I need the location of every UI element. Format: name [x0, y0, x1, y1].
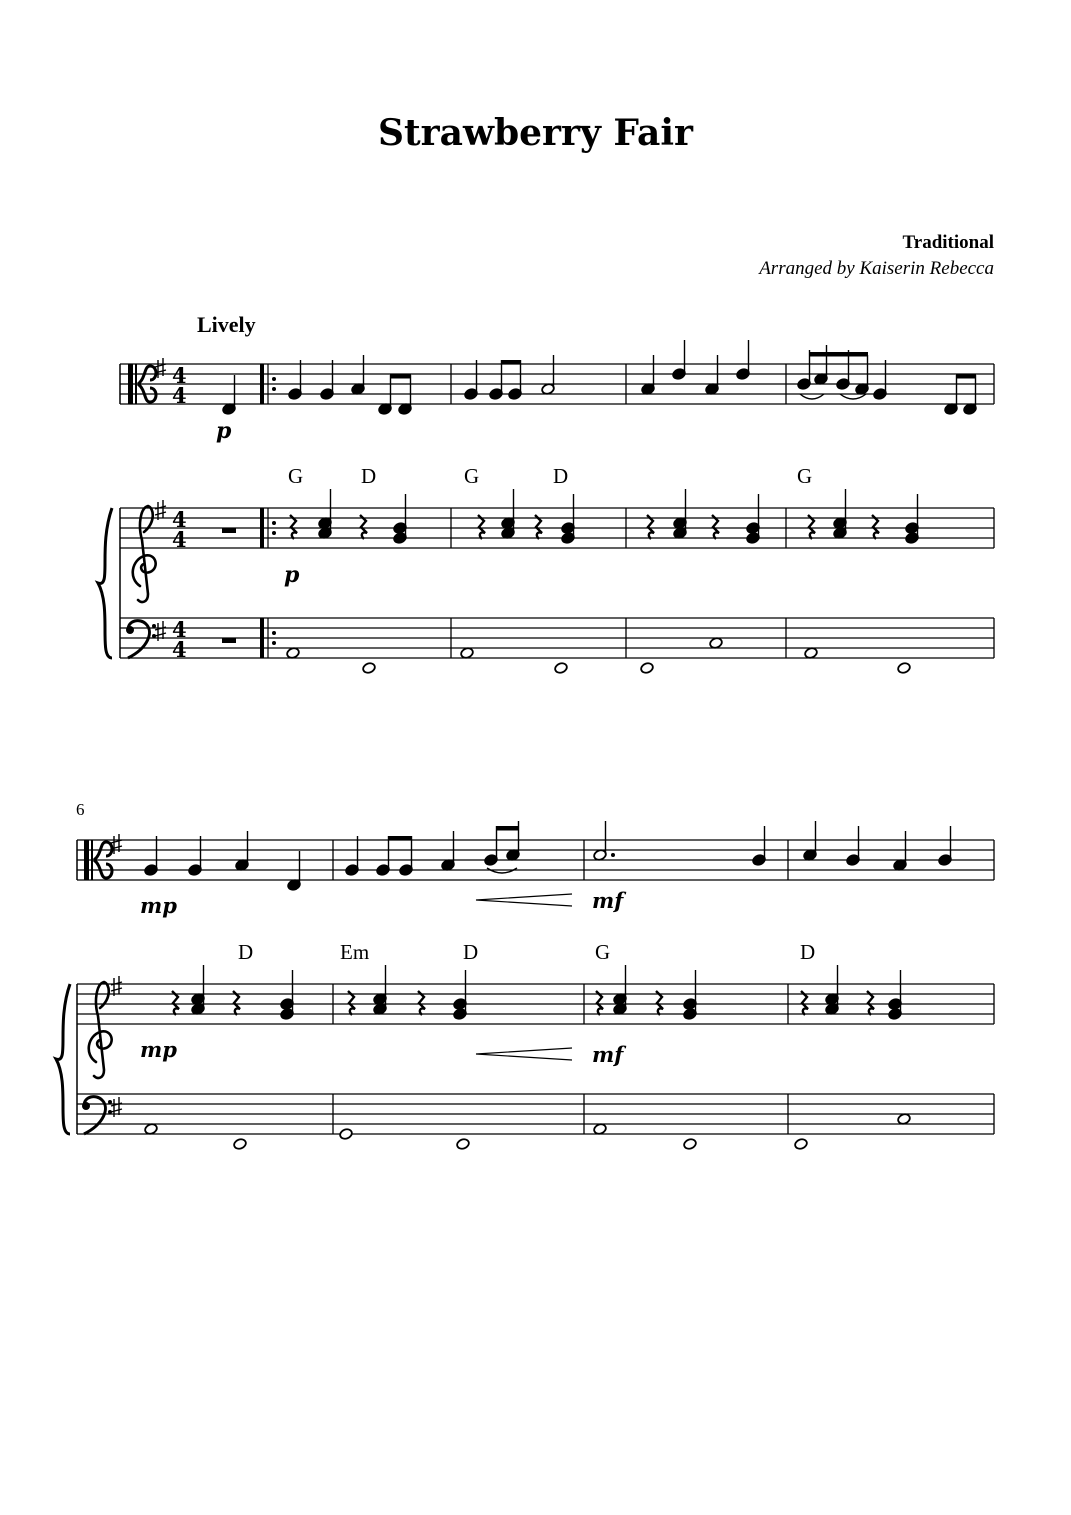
- bass-clef: [126, 621, 156, 658]
- augmentation-dot: [611, 853, 615, 857]
- notehead: [897, 1113, 911, 1126]
- crescendo-hairpin: [476, 1048, 572, 1060]
- chord-symbol: D: [463, 940, 479, 964]
- measure-number: 6: [76, 800, 85, 819]
- repeat-dot: [272, 531, 276, 535]
- repeat-dot: [272, 631, 276, 635]
- tempo-marking: Lively: [197, 312, 256, 337]
- dynamic-marking: mf: [592, 888, 624, 913]
- chord-symbol: D: [800, 940, 816, 964]
- brace: [56, 984, 70, 1134]
- chord-symbol: D: [361, 464, 377, 488]
- notehead: [362, 662, 376, 675]
- repeat-dot: [272, 521, 276, 525]
- repeat-dot: [272, 641, 276, 645]
- notehead: [456, 1138, 470, 1151]
- multibar-rest: [222, 638, 236, 643]
- beam: [388, 836, 412, 841]
- time-signature: 4: [172, 637, 187, 662]
- notehead: [593, 1123, 607, 1136]
- bass-clef: [82, 1097, 112, 1134]
- chord-symbol: Em: [340, 940, 370, 964]
- time-signature: 4: [172, 527, 187, 552]
- chord-symbol: G: [797, 464, 813, 488]
- slur: [800, 394, 824, 399]
- notehead: [144, 1123, 158, 1136]
- notehead: [683, 1138, 697, 1151]
- multibar-rest: [222, 528, 236, 533]
- dynamic-marking: p: [216, 418, 232, 444]
- notehead: [709, 637, 723, 650]
- beam: [496, 826, 519, 831]
- chord-symbol: D: [553, 464, 569, 488]
- notehead: [339, 1128, 353, 1141]
- dynamic-marking: mp: [140, 1037, 177, 1062]
- beam: [809, 352, 868, 357]
- chord-symbol: G: [288, 464, 304, 488]
- treble-clef: [89, 982, 112, 1078]
- dynamic-marking: mp: [140, 893, 177, 918]
- brace: [98, 508, 112, 658]
- crescendo-hairpin: [476, 894, 572, 906]
- arranger: Arranged by Kaiserin Rebecca: [759, 258, 994, 279]
- beam: [390, 374, 411, 379]
- notehead: [554, 662, 568, 675]
- chord-symbol: D: [238, 940, 254, 964]
- notehead: [233, 1138, 247, 1151]
- dynamic-marking: p: [284, 562, 300, 588]
- chord-symbol: G: [464, 464, 480, 488]
- beam: [501, 360, 521, 365]
- time-signature: 4: [172, 363, 187, 388]
- chord-symbol: G: [595, 940, 611, 964]
- dynamic-marking: mf: [592, 1042, 624, 1067]
- slur: [840, 394, 866, 399]
- notehead: [804, 647, 818, 660]
- notehead: [460, 647, 474, 660]
- treble-clef: [133, 506, 156, 602]
- time-signature: 4: [172, 383, 187, 408]
- notation: [56, 340, 994, 1150]
- notehead: [794, 1138, 808, 1151]
- notehead: [897, 662, 911, 675]
- beam: [956, 374, 976, 379]
- sharp-sign: [111, 976, 122, 996]
- time-signature: 4: [172, 617, 187, 642]
- repeat-dot: [272, 377, 276, 381]
- composer: Traditional: [902, 232, 994, 253]
- notehead: [640, 662, 654, 675]
- notehead: [286, 647, 300, 660]
- page-title: Strawberry Fair: [378, 112, 693, 154]
- sharp-sign: [155, 500, 166, 520]
- repeat-dot: [272, 387, 276, 391]
- time-signature: 4: [172, 507, 187, 532]
